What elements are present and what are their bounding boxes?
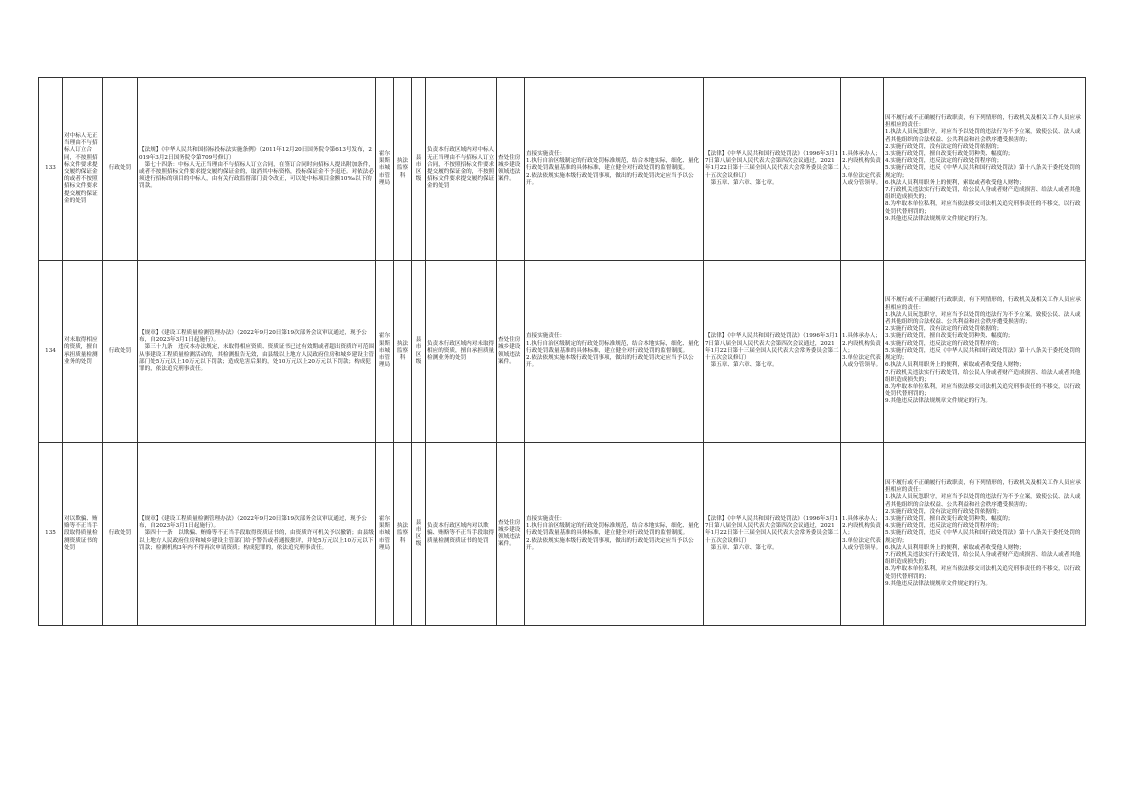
accountability-cases [884, 443, 1086, 626]
duty-basis-text: 【法律】《中华人民共和国行政处罚法》（1996年3月17日第八届全国人民代表大会第四次会议通过，2021年1月22日第十三届全国人民代表大会常务委员会第二十五次会议修订） 第五章、第六章、第七章。 [705, 150, 839, 186]
table-row [39, 443, 1086, 626]
duty-matters [525, 78, 704, 261]
accountability-text: 因不履行或不正确履行行政职责，有下列情形的，行政机关及相关工作人员应承担相应的责任： 1.执法人员玩忽职守，对应当予以处罚的违法行为不予立案，致使公民、法人或者其他组织的合法权益、公共利益和社会秩序遭受损害的； 2.实施行政处罚，没有法定的行政处罚依据的； 3.实施行政处罚，擅自改变行政处罚种类、幅度的； 4.实施行政处罚，违反法定的行政处罚程序的； 5.实施行政处罚，违反《中华人民共和国行政处罚法》第十八条关于委托处罚的规定的； 6.执法人员利用职务上的便利，索取或者收受他人财物； 7.行政机关违法实行行政处罚，给公民人身或者财产造成损害、给法人或者其他组织造成损失的； 8.为牟取本单位私利，对应当依法移交司法机关追究刑事责任的不移交，以行政处罚代替刑罚的； 9.其他违反法律法规规章文件规定的行为。 [885, 114, 1081, 222]
item-type: 行政处罚 [103, 78, 138, 261]
item-name: 对未取得相应的资质，擅自承担质量检测业务的处罚 [63, 261, 103, 443]
legal-basis [138, 261, 376, 443]
exercise-level: 县市区级 [412, 261, 426, 443]
legal-basis-text: 【规章】《建设工程质量检测管理办法》（2022年9月20日第19次部务会议审议通过，现予公布，自2023年3月1日起施行）。 第三十九条 违反本办法规定，未取得相应资质、资质证书已过有效期或者超出资质许可范围从事建设工程质量检测活动的，其检测报告无效，由县级以上地方人民政府住房和城乡建设主管部门处5万元以上10万元以下罚款；造成危害后果的，处10万元以上20万元以下罚款；构成犯罪的，依法追究刑事责任。 [139, 329, 374, 372]
legal-basis [138, 443, 376, 626]
bearer-text: 1.具体承办人； 2.内设机构负责人； 3.单位法定代表人或分管领导。 [842, 333, 882, 369]
internal-unit: 执法监察科 [394, 261, 412, 443]
responsibility-bearer [841, 443, 884, 626]
internal-unit: 执法监察科 [394, 78, 412, 261]
responsible-subject: 查处住房城乡建设领域违法案件。 [497, 443, 525, 626]
implementing-dept: 霍尔果斯市城市管理局 [376, 78, 394, 261]
responsible-subject: 查处住房城乡建设领域违法案件。 [497, 78, 525, 261]
accountability-cases [884, 261, 1086, 443]
legal-basis [138, 78, 376, 261]
power-list-table [38, 77, 1086, 626]
responsible-subject: 查处住房城乡建设领域违法案件。 [497, 261, 525, 443]
duty-text: 直接实施责任： 1.执行自治区级制定的行政处罚标准规范，结合本地实际，细化、量化行政处罚裁量基准的具体标准，建立健全对行政处罚的监督制度。 2.依法依规实施本级行政处罚事项，做出的行政处罚决定应当予以公开。 [526, 333, 700, 369]
scope-description: 负责本行政区域内对未取得相应的资质，擅自承担质量检测业务的处罚 [426, 261, 497, 443]
duty-matters [525, 261, 704, 443]
legal-basis-text: 【法规】《中华人民共和国招标投标法实施条例》（2011年12月20日国务院令第613号发布，2019年3月2日国务院令第709号修订） 第七十四条：中标人无正当理由不与招标人订立合同，在签订合同时向招标人提出附加条件，或者不按照招标文件要求提交履约保证金的，取消其中标资格，投标保证金不予退还。对依法必须进行招标的项目的中标人，由有关行政监督部门责令改正，可以处中标项目金额10‰以下的罚款。 [139, 147, 374, 190]
item-type: 行政处罚 [103, 261, 138, 443]
row-number: 135 [39, 443, 63, 626]
duty-matters [525, 443, 704, 626]
bearer-text: 1.具体承办人； 2.内设机构负责人； 3.单位法定代表人或分管领导。 [842, 515, 882, 551]
duty-basis [704, 443, 841, 626]
exercise-level: 县市区级 [412, 78, 426, 261]
row-number: 134 [39, 261, 63, 443]
duty-basis-text: 【法律】《中华人民共和国行政处罚法》（1996年3月17日第八届全国人民代表大会第四次会议通过，2021年1月22日第十三届全国人民代表大会常务委员会第二十五次会议修订） 第五章、第六章、第七章。 [705, 333, 839, 369]
row-number: 133 [39, 78, 63, 261]
accountability-text: 因不履行或不正确履行行政职责，有下列情形的，行政机关及相关工作人员应承担相应的责任： 1.执法人员玩忽职守，对应当予以处罚的违法行为不予立案，致使公民、法人或者其他组织的合法权益、公共利益和社会秩序遭受损害的； 2.实施行政处罚，没有法定的行政处罚依据的； 3.实施行政处罚，擅自改变行政处罚种类、幅度的； 4.实施行政处罚，违反法定的行政处罚程序的； 5.实施行政处罚，违反《中华人民共和国行政处罚法》第十八条关于委托处罚的规定的； 6.执法人员利用职务上的便利，索取或者收受他人财物； 7.行政机关违法实行行政处罚，给公民人身或者财产造成损害、给法人或者其他组织造成损失的； 8.为牟取本单位私利，对应当依法移交司法机关追究刑事责任的不移交，以行政处罚代替刑罚的； 9.其他违反法律法规规章文件规定的行为。 [885, 297, 1081, 405]
exercise-level: 县市区级 [412, 443, 426, 626]
item-name: 对以欺骗、贿赂等不正当手段取得质量检测资质证书的处罚 [63, 443, 103, 626]
table-row [39, 261, 1086, 443]
item-name: 对中标人无正当理由不与招标人订立合同，不按照招标文件要求提交履约保证金的或者不按照招标文件要求提交履约保证金的处罚 [63, 78, 103, 261]
implementing-dept: 霍尔果斯市城市管理局 [376, 261, 394, 443]
scope-description: 负责本行政区域内对中标人无正当理由不与招标人订立合同，不按照招标文件要求提交履约保证金的，不按照招标文件要求提交履约保证金的处罚 [426, 78, 497, 261]
internal-unit: 执法监察科 [394, 443, 412, 626]
item-type: 行政处罚 [103, 443, 138, 626]
duty-basis [704, 78, 841, 261]
implementing-dept: 霍尔果斯市城市管理局 [376, 443, 394, 626]
accountability-text: 因不履行或不正确履行行政职责，有下列情形的，行政机关及相关工作人员应承担相应的责任： 1.执法人员玩忽职守，对应当予以处罚的违法行为不予立案，致使公民、法人或者其他组织的合法权益、公共利益和社会秩序遭受损害的； 2.实施行政处罚，没有法定的行政处罚依据的； 3.实施行政处罚，擅自改变行政处罚种类、幅度的； 4.实施行政处罚，违反法定的行政处罚程序的； 5.实施行政处罚，违反《中华人民共和国行政处罚法》第十八条关于委托处罚的规定的； 6.执法人员利用职务上的便利，索取或者收受他人财物； 7.行政机关违法实行行政处罚，给公民人身或者财产造成损害、给法人或者其他组织造成损失的； 8.为牟取本单位私利，对应当依法移交司法机关追究刑事责任的不移交，以行政处罚代替刑罚的； 9.其他违反法律法规规章文件规定的行为。 [885, 479, 1081, 587]
accountability-cases [884, 78, 1086, 261]
legal-basis-text: 【规章】《建设工程质量检测管理办法》（2022年9月20日第19次部务会议审议通过，现予公布，自2023年3月1日起施行）。 第四十一条 以欺骗、贿赂等不正当手段取得资质证书的，由资质许可机关予以撤销；由县级以上地方人民政府住房和城乡建设主管部门给予警告或者通报批评，并处5万元以上10万元以下罚款；检测机构3年内不得再次申请资质；构成犯罪的，依法追究刑事责任。 [139, 515, 374, 551]
scope-description: 负责本行政区域内对以欺骗、贿赂等不正当手段取得质量检测资质证书的处罚 [426, 443, 497, 626]
duty-basis-text: 【法律】《中华人民共和国行政处罚法》（1996年3月17日第八届全国人民代表大会第四次会议通过，2021年1月22日第十三届全国人民代表大会常务委员会第二十五次会议修订） 第五章、第六章、第七章。 [705, 515, 839, 551]
duty-basis [704, 261, 841, 443]
duty-text: 直接实施责任： 1.执行自治区级制定的行政处罚标准规范，结合本地实际，细化、量化行政处罚裁量基准的具体标准，建立健全对行政处罚的监督制度。 2.依法依规实施本级行政处罚事项，做出的行政处罚决定应当予以公开。 [526, 150, 700, 186]
duty-text: 直接实施责任： 1.执行自治区级制定的行政处罚标准规范，结合本地实际，细化、量化行政处罚裁量基准的具体标准，建立健全对行政处罚的监督制度。 2.依法依规实施本级行政处罚事项，做出的行政处罚决定应当予以公开。 [526, 515, 700, 551]
table-row [39, 78, 1086, 261]
bearer-text: 1.具体承办人； 2.内设机构负责人； 3.单位法定代表人或分管领导。 [842, 150, 882, 186]
responsibility-bearer [841, 261, 884, 443]
responsibility-bearer [841, 78, 884, 261]
